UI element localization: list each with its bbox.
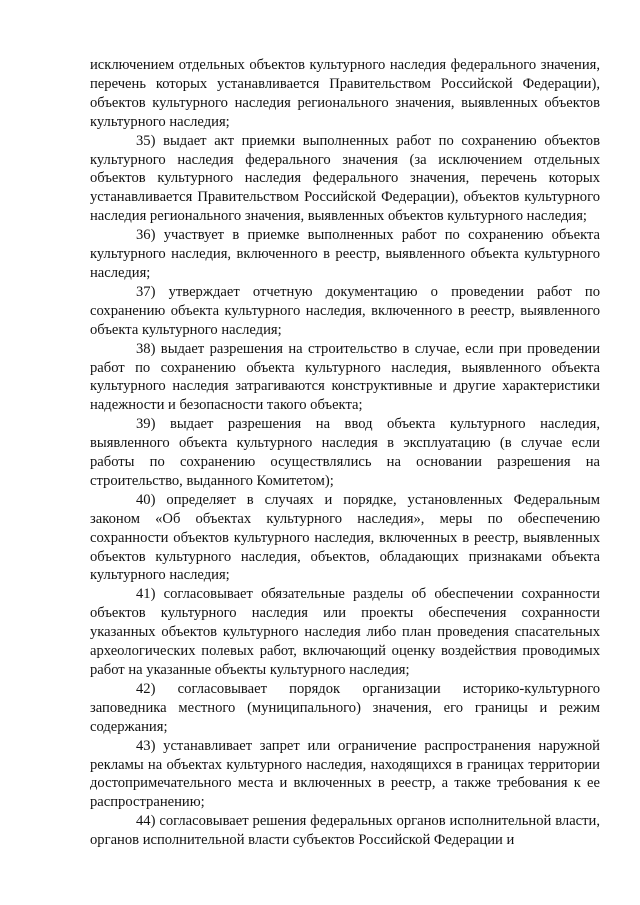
paragraph-item-37: 37) утверждает отчетную документацию о проведении работ по сохранению объекта культурного наследия, включенного в реестр, выявленного объекта культурного наследия; (90, 283, 600, 338)
paragraph-item-41: 41) согласовывает обязательные разделы об обеспечении сохранности объектов культурного наследия или проекты обеспечения сохранности указанных объектов культурного наследия либо план проведения спасательных археологических полевых работ, включающий оценку воздействия проводимых работ на указанные объекты культурного наследия; (90, 586, 600, 678)
paragraph-item-44: 44) согласовывает решения федеральных органов исполнительной власти, органов исполнительной власти субъектов Российской Федерации и (90, 813, 600, 849)
paragraph-item-43: 43) устанавливает запрет или ограничение распространения наружной рекламы на объектах культурного наследия, находящихся в границах территории достопримечательного места и включенных в реестр, а также требования к ее распространению; (90, 737, 600, 811)
paragraph-item-39: 39) выдает разрешения на ввод объекта культурного наследия, выявленного объекта культурного наследия в эксплуатацию (в случае если работы по сохранению осуществлялись на основании разрешения на строительство, выданного Комитетом); (90, 416, 600, 489)
paragraph-item-40: 40) определяет в случаях и порядке, установленных Федеральным законом «Об объектах культурного наследия», меры по обеспечению сохранности объектов культурного наследия, включенных в реестр, выявленных объектов культурного наследия, объектов, обладающих признаками объекта культурного наследия; (90, 491, 600, 584)
paragraph-item-35: 35) выдает акт приемки выполненных работ по сохранению объектов культурного наследия федерального значения (за исключением отдельных объектов культурного наследия федерального значения, перечень которых устанавливается Правительством Российской Федерации), объектов культурного наследия регионального значения, выявленных объектов культурного наследия; (90, 132, 600, 225)
document-page (90, 56, 600, 850)
paragraph-continuation: исключением отдельных объектов культурного наследия федерального значения, перечень которых устанавливается Правительством Российской Федерации), объектов культурного наследия регионального значения, выявленных объектов культурного наследия; (90, 57, 600, 130)
paragraph-item-38: 38) выдает разрешения на строительство в случае, если при проведении работ по сохранению объекта культурного наследия, выявленного объекта культурного наследия затрагиваются конструктивные и другие характеристики надежности и безопасности такого объекта; (90, 340, 600, 414)
paragraph-item-36: 36) участвует в приемке выполненных работ по сохранению объекта культурного наследия, включенного в реестр, выявленного объекта культурного наследия; (90, 227, 600, 281)
paragraph-item-42: 42) согласовывает порядок организации историко-культурного заповедника местного (муниципального) значения, его границы и режим содержания; (90, 680, 600, 735)
